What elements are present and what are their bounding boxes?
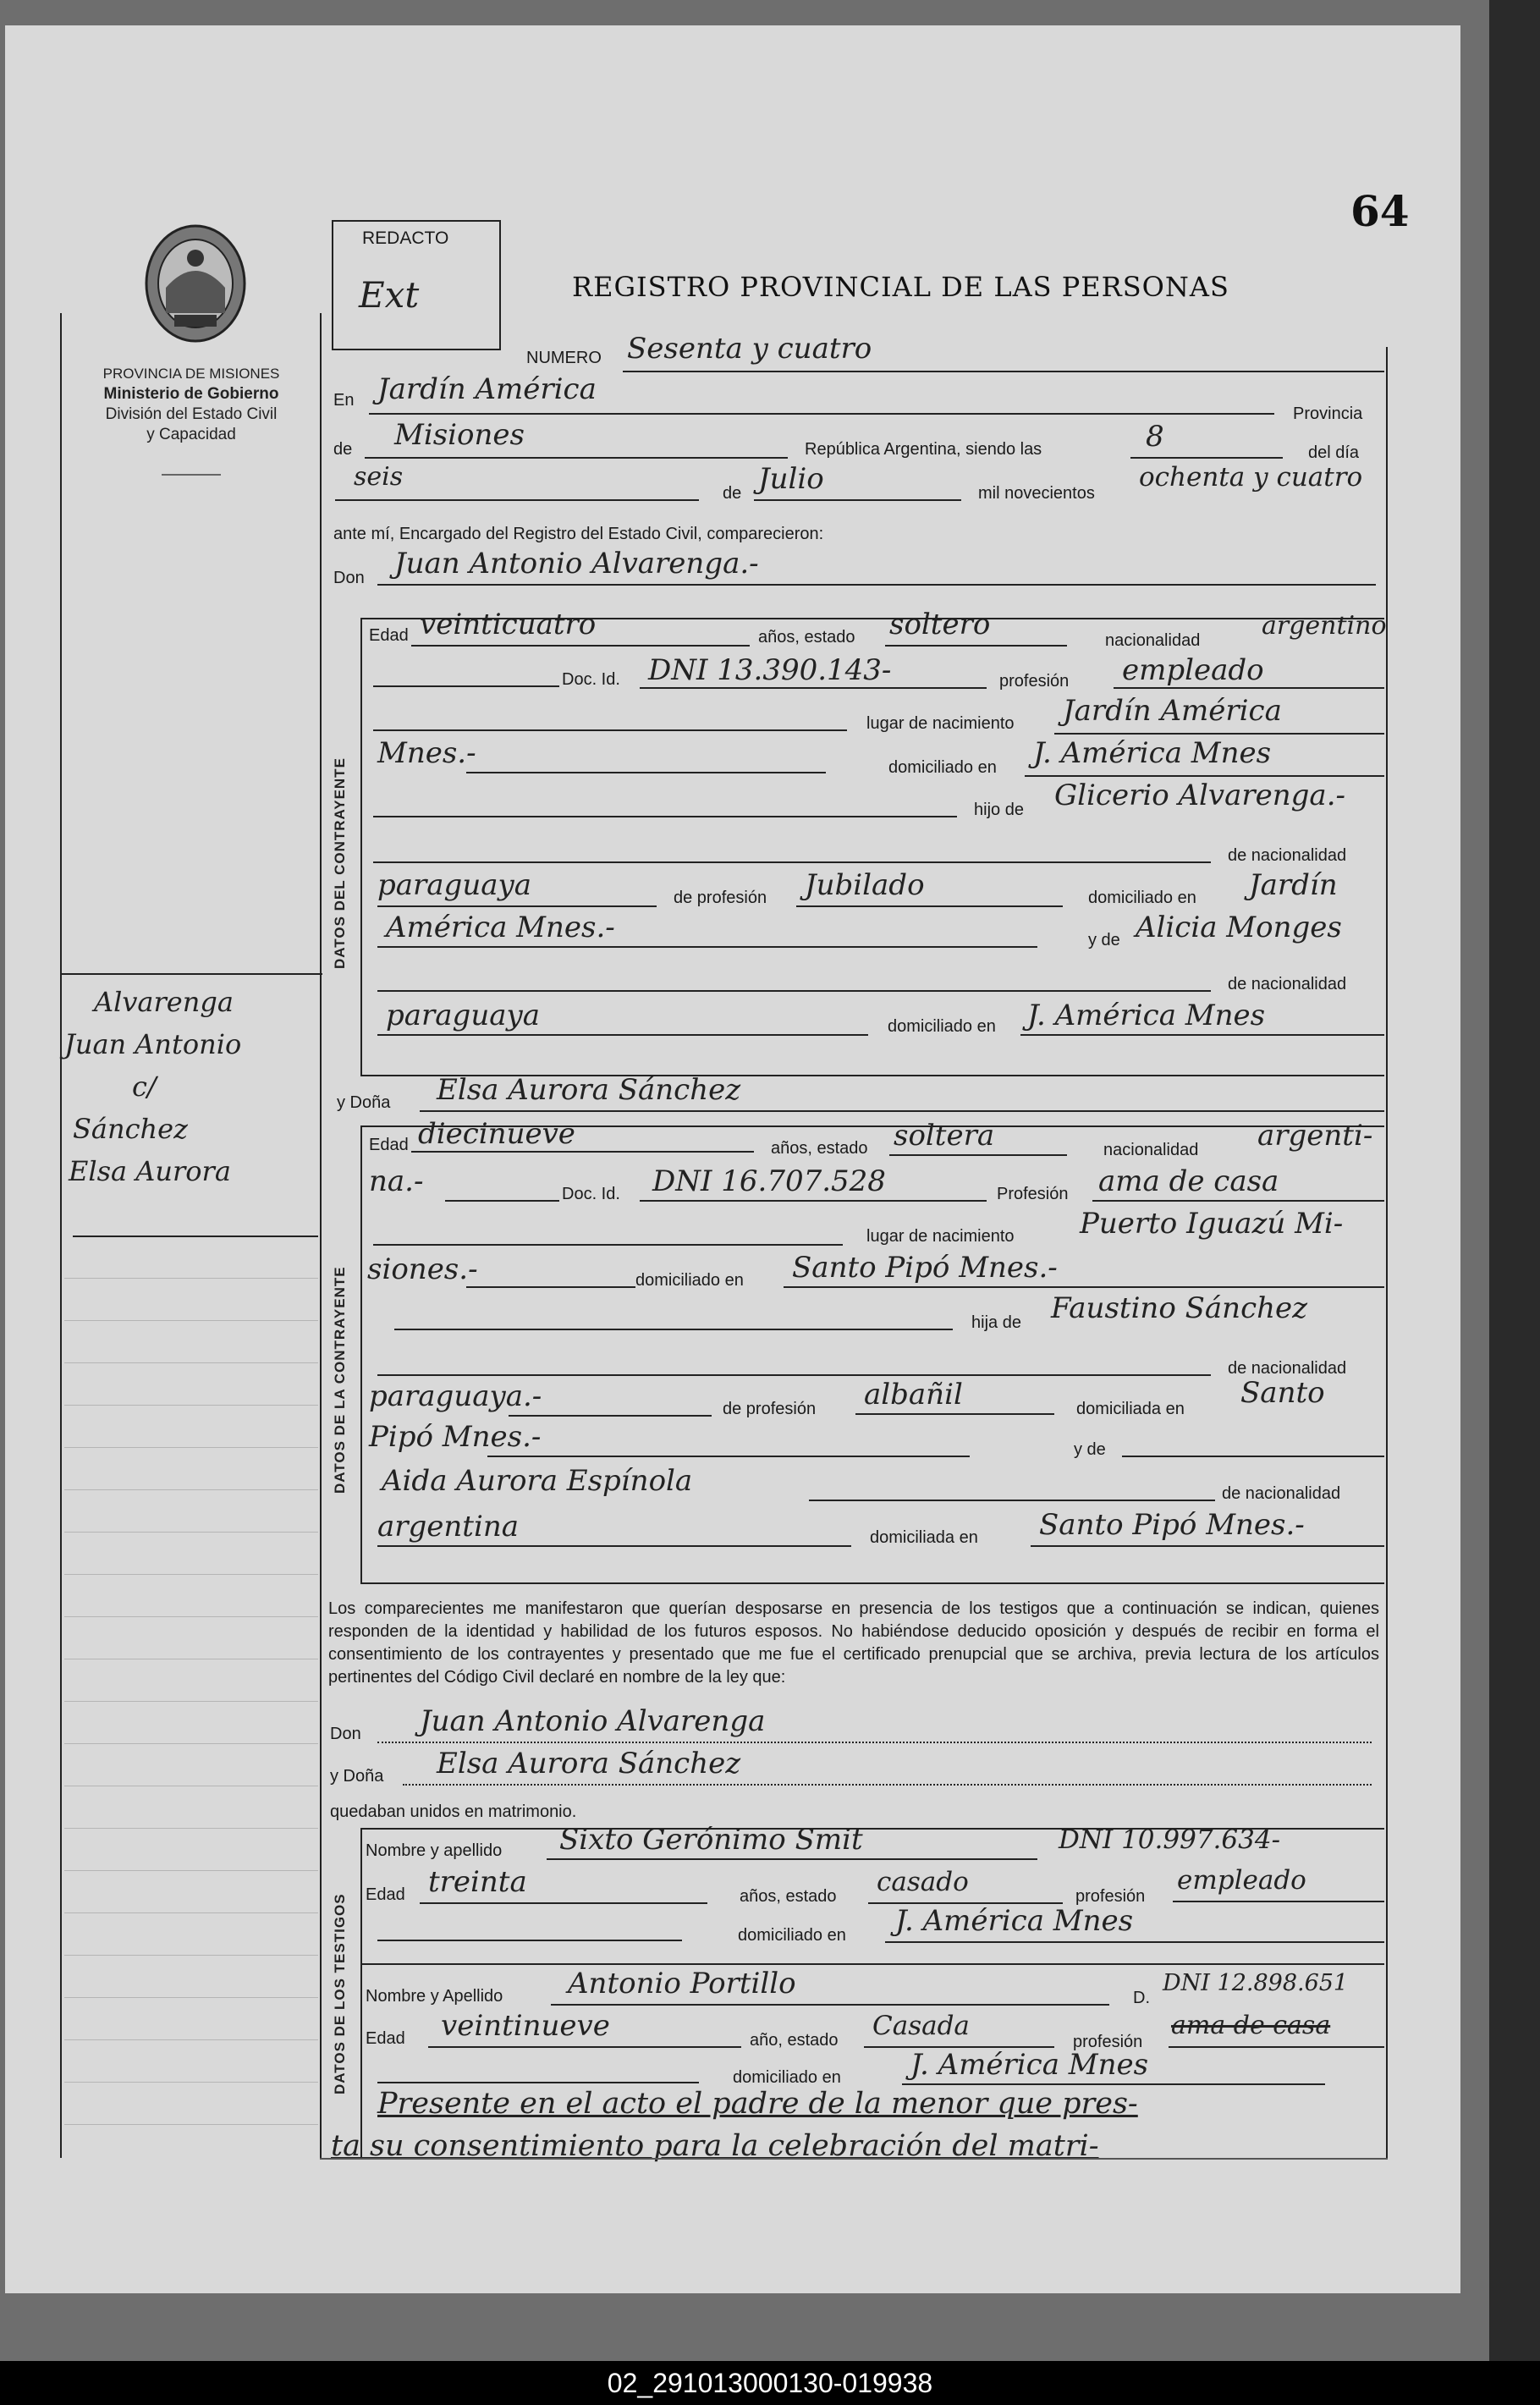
redacto-box [332, 220, 501, 350]
c-domiciliado-value: J. América Mnes [1033, 736, 1272, 770]
f-padre-dom-cont-line [487, 1456, 970, 1457]
mil-label: mil novecientos [978, 484, 1095, 503]
c-hijo-prefix-line [373, 816, 957, 817]
anio-value: ochenta y cuatro [1139, 462, 1363, 493]
ruled-line [64, 1616, 318, 1617]
f-nacionalidad-label: nacionalidad [1103, 1141, 1199, 1159]
margin-note-line2: Juan Antonio [64, 1028, 242, 1060]
en-value: Jardín América [377, 372, 597, 406]
f-y-de-label: y de [1074, 1440, 1106, 1459]
c-lugar-cont: Mnes.- [377, 736, 476, 770]
f-doc-line [640, 1200, 987, 1202]
numero-value: Sesenta y cuatro [627, 332, 872, 366]
f-nac-label: de nacionalidad [1228, 1359, 1347, 1378]
c-padre-dom: Jardín [1249, 868, 1338, 902]
c-profesion-line [1114, 687, 1384, 689]
c-padre-value: Glicerio Alvarenga.- [1054, 779, 1345, 812]
margin-note-line5: Elsa Aurora [69, 1155, 231, 1187]
contrayenta-section-label: DATOS DE LA CONTRAYENTE [332, 1266, 348, 1494]
c-y-de-label: y de [1088, 931, 1120, 949]
numero-line [623, 371, 1384, 372]
de-label: de [333, 440, 353, 459]
c-doc-label: Doc. Id. [562, 670, 620, 689]
c-lugar-line [1054, 733, 1384, 735]
f-madre-nac-label: de nacionalidad [1222, 1484, 1341, 1503]
document-title: REGISTRO PROVINCIAL DE LAS PERSONAS [572, 271, 1229, 303]
f-nacionalidad-value: argenti- [1257, 1119, 1373, 1153]
f-domiciliado-label: domiciliado en [635, 1271, 744, 1290]
contrayente-section-border [360, 618, 362, 1075]
t1-edad-label: Edad [366, 1885, 405, 1904]
f-estado-line [889, 1154, 1067, 1156]
dia-value: seis [354, 462, 404, 492]
ruled-line [64, 1701, 318, 1702]
f-edad-line [411, 1151, 754, 1153]
f-madre-dom-line [1031, 1545, 1384, 1547]
margin-note-line4: Sánchez [73, 1113, 188, 1145]
ruled-line [64, 1912, 318, 1913]
margin-box-bottom [73, 1236, 318, 1237]
t2-edad-label: Edad [366, 2029, 405, 2048]
c-hijo-label: hijo de [974, 801, 1024, 819]
c-nacionalidad-label: nacionalidad [1105, 631, 1201, 650]
c-doc-prefix-line [373, 685, 559, 687]
c-padre-prof-line [796, 905, 1063, 907]
c-edad-line [411, 645, 750, 647]
f-nacionalidad-cont: na.- [369, 1164, 424, 1198]
left-margin-line [60, 313, 62, 2158]
c-padre-dom-label: domiciliado en [1088, 889, 1196, 907]
testigos-section-border [360, 1828, 362, 2158]
margin-note-line3: c/ [132, 1070, 157, 1103]
ruled-line [64, 1489, 318, 1490]
t1-profesion-line [1173, 1901, 1384, 1902]
c-nacionalidad-value: argentino [1262, 611, 1387, 641]
ruled-line [64, 1320, 318, 1321]
f-domiciliado-line [784, 1286, 1384, 1288]
contrayenta-nombre: Elsa Aurora Sánchez [437, 1073, 741, 1107]
c-madre-nac: paraguaya [386, 999, 540, 1032]
f-padre-prof-line [855, 1413, 1054, 1415]
t2-profesion-line [1169, 2046, 1384, 2048]
decl-don-label: Don [330, 1725, 361, 1743]
t2-dom-prefix-line [377, 2082, 699, 2083]
f-padre-prof-label: de profesión [723, 1400, 817, 1418]
t1-nombre-label: Nombre y apellido [366, 1841, 503, 1860]
decl-unidos: quedaban unidos en matrimonio. [330, 1802, 577, 1821]
f-padre-nac-line [509, 1415, 712, 1417]
f-profesion-line [1092, 1200, 1384, 1202]
contrayenta-bottom [360, 1582, 1384, 1584]
declaration-paragraph: Los comparecientes me manifestaron que querían desposarse en presencia de los testigos que a continuación se indican, quienes responden de la identidad y habilidad de los futuros esposos. No habiéndose deducido oposición y después de recibir en forma el consentimiento de los contrayentes y presentado que me fue el certificado prenupcial que se archiva, previa lectura de los artículos pertinentes del Código Civil declaré en nombre de la ley que: [328, 1599, 1379, 1687]
t2-dni-label: D. [1133, 1989, 1150, 2007]
c-madre-nac-line [377, 1034, 868, 1036]
f-profesion-label: Profesión [997, 1185, 1069, 1203]
f-doc-value: DNI 16.707.528 [652, 1164, 886, 1198]
en-label: En [333, 391, 355, 410]
footer-code: 02_291013000130-019938 [0, 2361, 1540, 2405]
ruled-line [64, 1447, 318, 1448]
testigos-divider [360, 1963, 1384, 1965]
f-padre-dom-label: domiciliada en [1076, 1400, 1185, 1418]
y-dona-line [420, 1110, 1384, 1112]
y-dona-label: y Doña [337, 1093, 391, 1112]
register-page [5, 25, 1460, 2293]
f-estado-value: soltera [894, 1119, 995, 1153]
f-profesion-value: ama de casa [1098, 1164, 1279, 1198]
c-padre-dom-cont-line [377, 946, 1037, 948]
f-lugar-label: lugar de nacimiento [866, 1227, 1015, 1246]
decl-don-value: Juan Antonio Alvarenga [420, 1704, 766, 1738]
c-estado-value: soltero [889, 608, 991, 641]
contrayenta-section-border [360, 1125, 362, 1582]
c-doc-value: DNI 13.390.143- [648, 653, 892, 687]
margin-box-top [60, 973, 322, 975]
ruled-line [64, 2082, 318, 2083]
c-lugar-prefix-line [373, 729, 847, 731]
numero-label: NUMERO [526, 349, 602, 367]
t2-dni-value: DNI 12.898.651 [1163, 1970, 1349, 1996]
c-nac-line [373, 861, 1211, 863]
c-domiciliado-line [1025, 775, 1384, 777]
redacto-label: REDACTO [362, 228, 449, 248]
ruled-line [64, 1574, 318, 1575]
f-domiciliado-value: Santo Pipó Mnes.- [792, 1251, 1058, 1285]
t2-nombre-line [551, 2004, 1109, 2006]
t1-nombre-value: Sixto Gerónimo Smit [559, 1823, 863, 1857]
f-anios-label: años, estado [771, 1139, 868, 1158]
ruled-line [64, 1828, 318, 1829]
f-lugar-value: Puerto Iguazú Mi- [1080, 1207, 1344, 1241]
ruled-line [64, 1532, 318, 1533]
provincial-seal-icon [140, 220, 250, 347]
contrayente-section-label: DATOS DEL CONTRAYENTE [332, 757, 348, 969]
t1-estado-value: casado [877, 1867, 969, 1897]
ruled-line [64, 2039, 318, 2040]
page-bottom-border [320, 2158, 1388, 2160]
ministry-block [56, 364, 327, 445]
de-value: Misiones [394, 418, 525, 452]
ruled-line [64, 2124, 318, 2125]
c-madre-nac-prefix-line [377, 990, 1211, 992]
f-lugar-cont: siones.- [367, 1252, 478, 1286]
hora-value: 8 [1146, 420, 1164, 454]
ruled-line [64, 1278, 318, 1279]
f-doc-label: Doc. Id. [562, 1185, 620, 1203]
t1-dom-value: J. América Mnes [895, 1904, 1134, 1938]
page-number: 64 [1350, 186, 1410, 236]
f-edad-value: diecinueve [418, 1117, 575, 1151]
c-padre-prof: Jubilado [805, 868, 925, 902]
decl-dona-line [403, 1784, 1372, 1786]
t2-edad-line [428, 2046, 741, 2048]
c-lugar-value: Jardín América [1063, 694, 1282, 728]
c-nac-label: de nacionalidad [1228, 846, 1347, 865]
f-hija-label: hija de [971, 1313, 1021, 1332]
ruled-line [64, 1743, 318, 1744]
c-padre-nac-line [377, 905, 657, 907]
t1-anios-label: años, estado [740, 1887, 837, 1906]
c-profesion-value: empleado [1122, 653, 1264, 687]
c-madre-dom: J. América Mnes [1027, 999, 1266, 1032]
t-note-line1: Presente en el acto el padre de la menor que pres- [377, 2087, 1138, 2121]
c-anios-label: años, estado [758, 628, 855, 647]
c-padre-nac: paraguaya [377, 868, 531, 902]
ruled-line [64, 1362, 318, 1363]
mes-line [754, 499, 961, 501]
t-note-line2: ta su consentimiento para la celebración del matri- [331, 2129, 1099, 2163]
en-line [369, 413, 1274, 415]
mes-value: Julio [758, 462, 824, 496]
f-padre-prof: albañil [864, 1378, 963, 1412]
ministry-division: División del Estado Civil [105, 405, 278, 423]
de-line [365, 457, 788, 459]
t2-estado-value: Casada [872, 2011, 970, 2041]
t2-dom-line [902, 2083, 1325, 2085]
t2-anios-label: año, estado [750, 2031, 839, 2050]
f-lugar-prefix-line [373, 1244, 843, 1246]
f-padre-dom: Santo [1240, 1376, 1325, 1410]
republica-label: República Argentina, siendo las [805, 440, 1042, 459]
don-label: Don [333, 569, 365, 587]
provincia-label: Provincia [1293, 405, 1363, 423]
don-value: Juan Antonio Alvarenga.- [394, 547, 759, 581]
f-madre-dom-label: domiciliada en [870, 1528, 978, 1547]
t2-edad-value: veintinueve [441, 2009, 610, 2043]
t1-profesion-label: profesión [1075, 1887, 1146, 1906]
hora-line [1130, 457, 1283, 459]
c-madre-value: Alicia Monges [1136, 911, 1342, 944]
f-madre-dom: Santo Pipó Mnes.- [1039, 1508, 1305, 1542]
dia-line [335, 499, 699, 501]
t1-profesion-value: empleado [1177, 1865, 1306, 1896]
t2-profesion-value: ama de casa [1171, 2011, 1331, 2040]
f-y-de-line [1122, 1456, 1384, 1457]
c-edad-label: Edad [369, 626, 409, 645]
f-madre-nac-line [377, 1545, 851, 1547]
f-doc-prefix-line [445, 1200, 559, 1202]
f-lugar-cont-line [466, 1286, 635, 1288]
decl-don-line [377, 1742, 1372, 1743]
f-hija-prefix-line [394, 1329, 953, 1330]
t2-dom-value: J. América Mnes [910, 2048, 1149, 2082]
f-madre-value: Aida Aurora Espínola [382, 1464, 693, 1498]
don-line [377, 584, 1376, 586]
c-madre-dom-line [1020, 1034, 1384, 1036]
c-padre-dom-cont: América Mnes.- [386, 911, 615, 944]
t1-dni-value: DNI 10.997.634- [1059, 1824, 1281, 1855]
del-dia-label: del día [1308, 443, 1360, 462]
t1-edad-value: treinta [428, 1865, 527, 1899]
c-domiciliado-label: domiciliado en [888, 758, 997, 777]
f-padre-value: Faustino Sánchez [1051, 1291, 1308, 1325]
t2-profesion-label: profesión [1073, 2033, 1143, 2051]
ante-label: ante mí, Encargado del Registro del Estado Civil, comparecieron: [333, 525, 824, 543]
t2-dom-label: domiciliado en [733, 2068, 841, 2087]
c-doc-line [640, 687, 987, 689]
decl-dona-value: Elsa Aurora Sánchez [437, 1747, 741, 1780]
redacto-value: Ext [359, 274, 420, 316]
c-profesion-label: profesión [999, 672, 1070, 691]
c-estado-line [885, 645, 1067, 647]
f-madre-nac-prefix-line [809, 1500, 1215, 1501]
t2-nombre-label: Nombre y Apellido [366, 1987, 503, 2006]
c-edad-value: veinticuatro [420, 608, 597, 641]
t2-nombre-value: Antonio Portillo [568, 1967, 796, 2000]
t1-edad-line [420, 1902, 707, 1904]
main-left-border [320, 313, 322, 2158]
ruled-line [64, 1870, 318, 1871]
c-madre-dom-label: domiciliado en [888, 1017, 996, 1036]
t1-dom-prefix-line [377, 1940, 682, 1941]
ministry-province: PROVINCIA DE MISIONES [102, 366, 280, 382]
f-padre-nac: paraguaya.- [369, 1379, 542, 1413]
c-madre-nac-label: de nacionalidad [1228, 975, 1347, 993]
t1-nombre-line [547, 1858, 1037, 1860]
decl-dona-label: y Doña [330, 1767, 384, 1786]
f-padre-dom-cont: Pipó Mnes.- [369, 1420, 542, 1454]
c-lugar-label: lugar de nacimiento [866, 714, 1015, 733]
ministry-name: Ministerio de Gobierno [103, 385, 279, 403]
ministry-capacity: y Capacidad [146, 426, 236, 443]
f-edad-label: Edad [369, 1136, 409, 1154]
f-madre-nac: argentina [377, 1510, 520, 1544]
f-nac-line [377, 1374, 1211, 1376]
ruled-line [64, 1405, 318, 1406]
ruled-line [64, 1997, 318, 1998]
ruled-line [64, 1955, 318, 1956]
t1-dom-label: domiciliado en [738, 1926, 846, 1945]
divider [162, 474, 221, 476]
c-lugar-cont-line [466, 772, 826, 773]
margin-note-line1: Alvarenga [94, 986, 234, 1018]
c-padre-prof-label: de profesión [674, 889, 767, 907]
t1-dom-line [885, 1941, 1384, 1943]
de-mes-label: de [723, 484, 742, 503]
testigos-section-label: DATOS DE LOS TESTIGOS [332, 1893, 348, 2094]
